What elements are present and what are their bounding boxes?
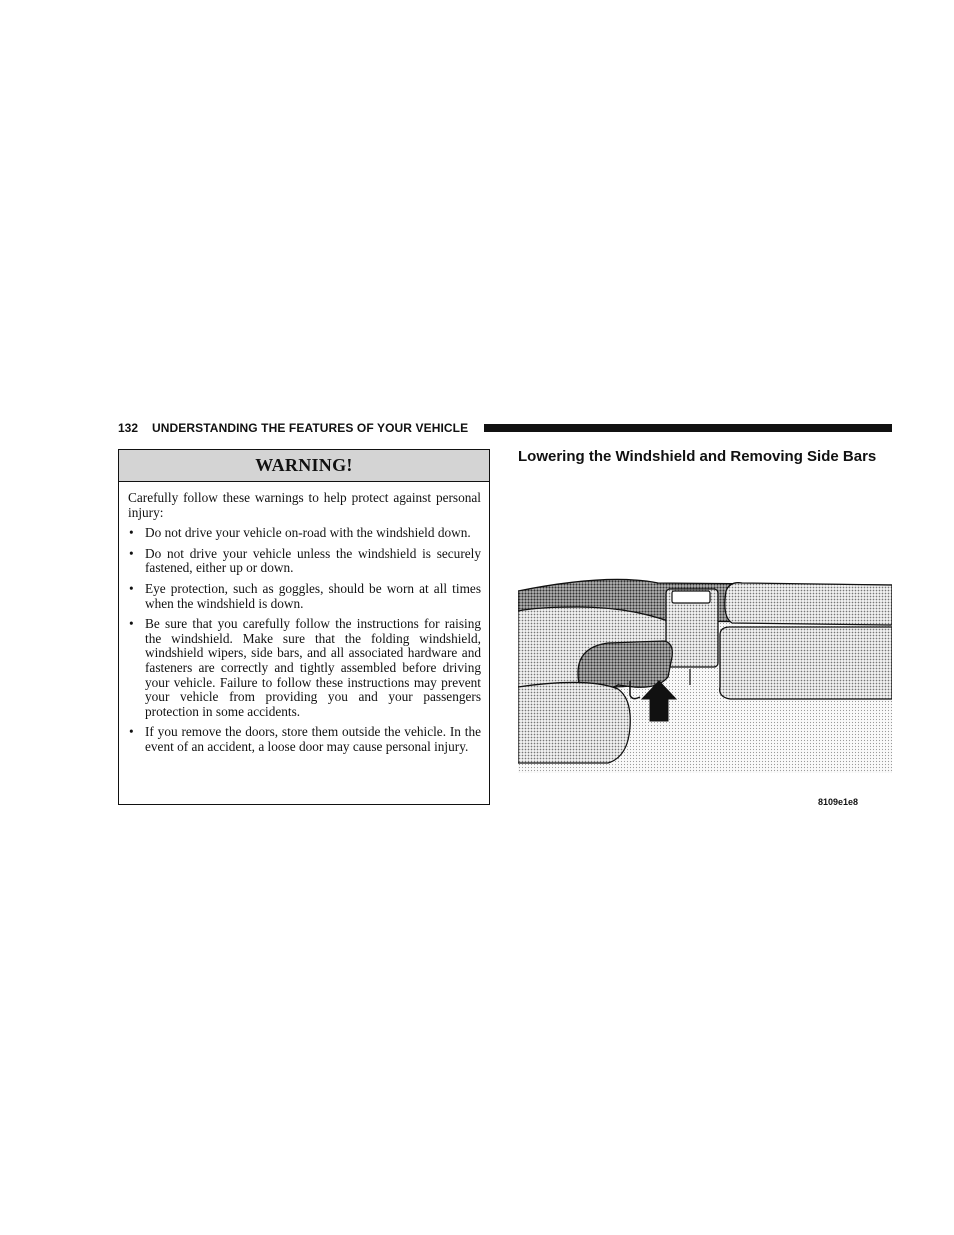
warning-item-text: Do not drive your vehicle unless the windshield is securely fastened, either up or down. xyxy=(145,545,481,576)
warning-item-text: If you remove the doors, store them outside the vehicle. In the event of an accident, a loose door may cause personal injury. xyxy=(145,724,481,754)
bullet-icon: • xyxy=(129,525,134,541)
bullet-icon: • xyxy=(129,616,134,632)
bullet-icon: • xyxy=(129,545,134,561)
warning-item xyxy=(128,547,481,576)
warning-item-text: Eye protection, such as goggles, should be worn at all times when the windshield is down. xyxy=(145,580,481,611)
windshield-illustration xyxy=(518,577,892,773)
bullet-icon: • xyxy=(129,580,134,596)
buckle xyxy=(672,591,710,603)
warning-item xyxy=(128,582,481,611)
warning-body xyxy=(119,482,489,755)
side-bar-padding xyxy=(720,627,892,699)
page-number: 132 xyxy=(118,421,139,435)
warning-box xyxy=(118,449,490,805)
warning-item-text: Be sure that you carefully follow the instructions for raising the windshield. Make sure that the folding windshield, windshield wipers, side bars, and all associated hardware and fasteners are correctly and tightly assembled before driving your vehicle. Failure to follow these instructions may prevent your vehicle from providing you and your passengers protection in some accidents. xyxy=(145,616,481,719)
section-heading: Lowering the Windshield and Removing Side Bars xyxy=(518,448,877,465)
page-header xyxy=(118,420,892,436)
warning-item xyxy=(128,725,481,754)
warning-title: WARNING! xyxy=(119,450,489,482)
section-title: UNDERSTANDING THE FEATURES OF YOUR VEHICLE xyxy=(152,421,469,435)
warning-list xyxy=(128,526,481,754)
header-rule xyxy=(484,424,892,432)
warning-intro: Carefully follow these warnings to help protect against personal injury: xyxy=(128,490,481,520)
warning-item-text: Do not drive your vehicle on-road with the windshield down. xyxy=(145,525,471,541)
warning-item xyxy=(128,526,481,541)
sun-visor xyxy=(518,682,630,763)
bullet-icon: • xyxy=(129,724,134,740)
warning-item xyxy=(128,617,481,719)
roll-bar-padding xyxy=(725,583,892,625)
figure-code: 8109e1e8 xyxy=(818,797,859,807)
